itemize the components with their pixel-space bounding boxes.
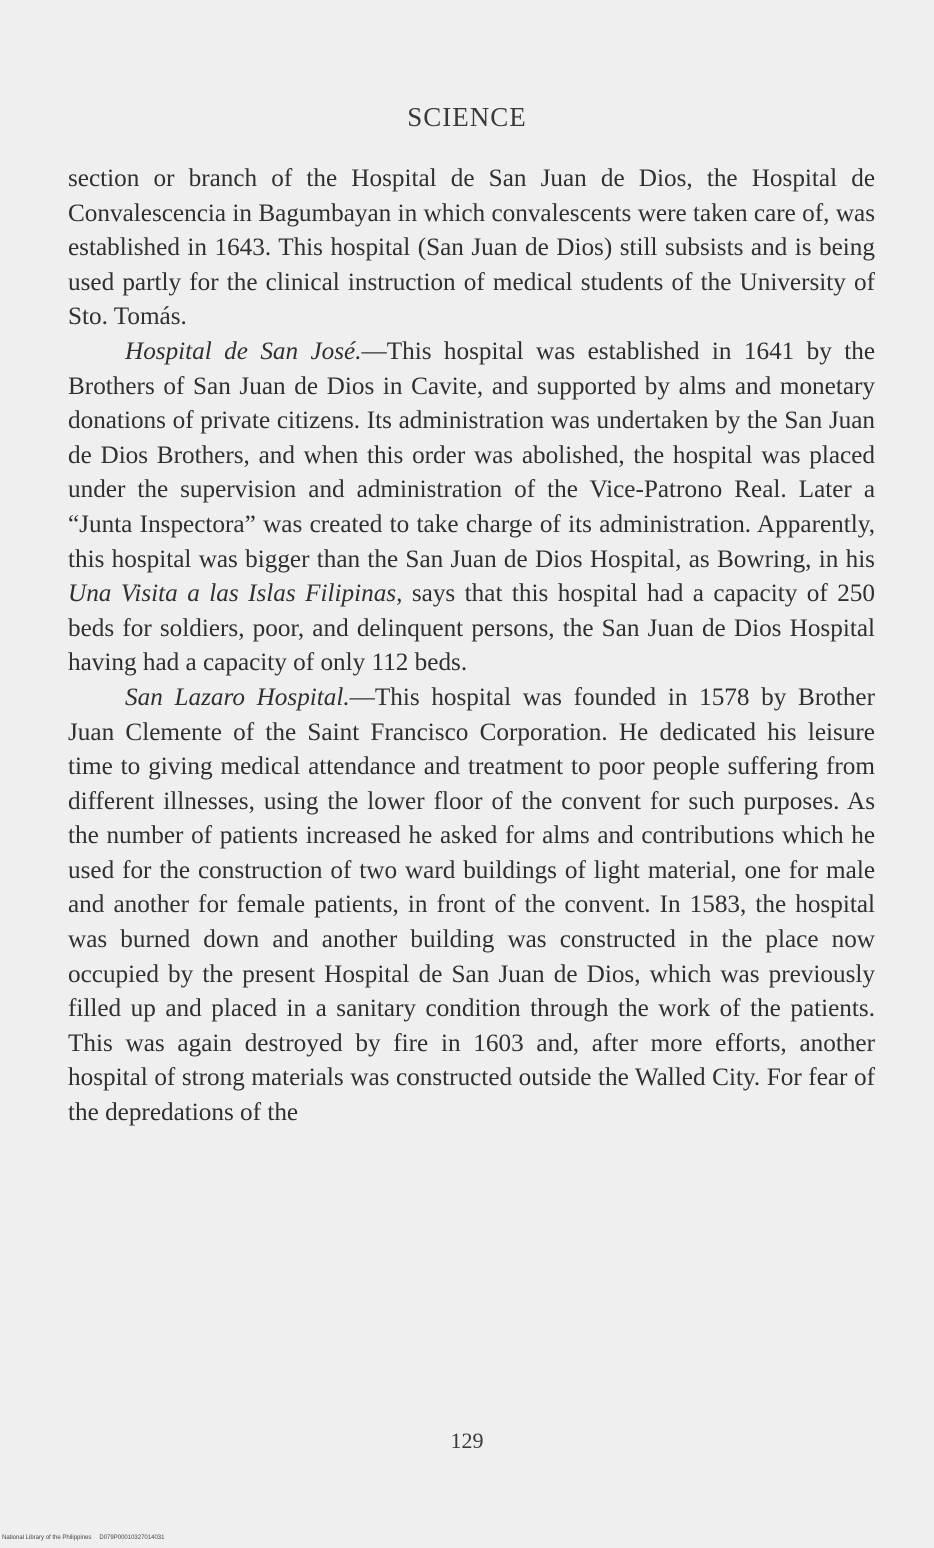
book-title: Una Visita a las Islas Filipinas, (68, 580, 403, 608)
section-title-san-jose: Hospital de San José. (125, 337, 362, 365)
footer-identifier: D079P00010327014031 (99, 1535, 165, 1541)
paragraph-2-text-a: —This hospital was established in 1641 by the Brothers of San Juan de Dios in Cavite, and supported by alms and monetary donations of private citizens. Its administration was undertaken by the San Juan de Dios Brothers, and when this order was abolished, the hospital was placed under the supervision and administration of the Vice-Patrono Real. Later a “Junta Inspectora” was created to take charge of its administration. Apparently, this hospital was bigger than the San Juan de Dios Hospital, as Bowring, in his (68, 337, 875, 573)
paragraph-3 (68, 681, 875, 1131)
section-title-san-lazaro: San Lazaro Hospital. (125, 683, 350, 711)
scan-footer (2, 1535, 164, 1541)
page-number: 129 (450, 1428, 484, 1453)
paragraph-3-text: —This hospital was founded in 1578 by Brother Juan Clemente of the Saint Francisco Corporation. He dedicated his leisure time to giving medical attendance and treatment to poor people suffering from different illnesses, using the lower floor of the convent for such purposes. As the number of patients increased he asked for alms and contributions which he used for the construction of two ward buildings of light material, one for male and another for female patients, in front of the convent. In 1583, the hospital was burned down and another building was constructed in the place now occupied by the present Hospital de San Juan de Dios, which was previously filled up and placed in a sanitary condition through the work of the patients. This was again destroyed by fire in 1603 and, after more efforts, another hospital of strong materials was constructed outside the Walled City. For fear of the depredations of the (68, 683, 875, 1127)
paragraph-2 (68, 335, 875, 681)
paragraph-2-text-b: says that this hospital had a capacity of 250 beds for soldiers, poor, and delinquent persons, the San Juan de Dios Hospital having had a capacity of only 112 beds. (68, 580, 875, 677)
paragraph-1-text: section or branch of the Hospital de San Juan de Dios, the Hospital de Convalescencia in Bagumbayan in which convalescents were taken care of, was established in 1643. This hospital (San Juan de Dios) still subsists and is being used partly for the clinical instruction of medical students of the University of Sto. Tomás. (68, 165, 875, 331)
footer-source: National Library of the Philippines (2, 1535, 92, 1541)
paragraph-1 (68, 162, 875, 335)
running-header: SCIENCE (407, 102, 527, 132)
body-text (68, 162, 875, 1131)
